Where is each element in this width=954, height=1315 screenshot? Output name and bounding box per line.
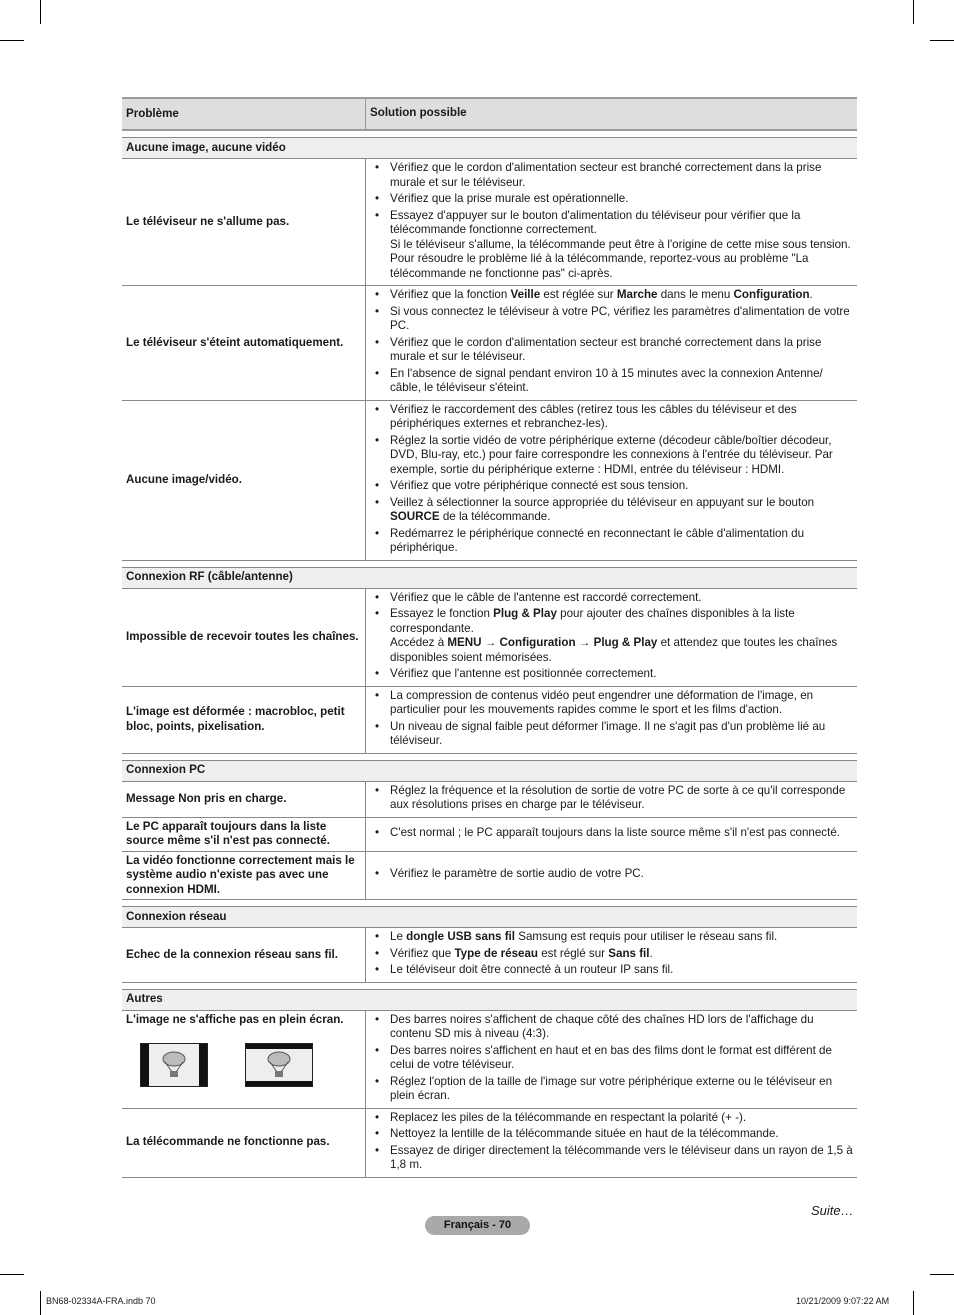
solution-cell <box>366 686 858 753</box>
solution-list <box>372 867 853 882</box>
crop-mark <box>40 0 41 24</box>
section-header <box>122 760 857 781</box>
solution-cell <box>366 1108 858 1177</box>
problem-text: Message Non pris en charge. <box>126 791 287 805</box>
solution-item: • Vérifiez que le câble de l'antenne est raccordé correctement. <box>372 591 853 606</box>
section-spacer <box>122 753 857 760</box>
solution-item: • Vérifiez que Type de réseau est réglé sur Sans fil. <box>372 947 853 962</box>
section-header <box>122 138 857 159</box>
solution-item: • Nettoyez la lentille de la télécommande située en haut de la télécommande. <box>372 1127 853 1142</box>
solution-cell <box>366 851 858 900</box>
section-title: Autres <box>122 989 857 1010</box>
crop-mark <box>913 1291 914 1315</box>
crop-mark <box>913 0 914 24</box>
troubleshooting-table <box>122 97 857 1178</box>
problem-cell <box>122 817 366 851</box>
solution-item: • Vérifiez que le cordon d'alimentation secteur est branché correctement dans la prise murale et sur le téléviseur. <box>372 161 853 190</box>
problem-text: La télécommande ne fonctionne pas. <box>126 1135 330 1149</box>
solution-cell <box>366 928 858 983</box>
table-row <box>122 159 857 286</box>
header-solution: Solution possible <box>366 98 858 130</box>
solution-item: • Réglez l'option de la taille de l'image sur votre périphérique externe ou le téléviseur en plein écran. <box>372 1075 853 1104</box>
solution-item: • Vérifiez que la prise murale est opérationnelle. <box>372 192 853 207</box>
solution-item: • Vérifiez que la fonction Veille est réglée sur Marche dans le menu Configuration. <box>372 288 853 303</box>
solution-item: • Redémarrez le périphérique connecté en reconnectant le câble d'alimentation du périphérique. <box>372 527 853 556</box>
solution-item: • Des barres noires s'affichent de chaque côté des chaînes HD lors de l'affichage du contenu SD mis à niveau (4:3). <box>372 1013 853 1042</box>
crop-mark <box>930 40 954 41</box>
section-header <box>122 989 857 1010</box>
solution-item: • Réglez la sortie vidéo de votre périphérique externe (décodeur câble/boîtier décodeur, DVD, Blu-ray, etc.) pour faire correspondre les connexions à l'entrée du téléviseur. Par exemple, sortie du périphérique externe : HDMI, entrée du téléviseur : HDMI. <box>372 434 853 478</box>
table-row <box>122 588 857 686</box>
problem-cell <box>122 588 366 686</box>
page-number-badge: Français - 70 <box>425 1216 530 1235</box>
solution-item: • Essayez de diriger directement la télécommande vers le téléviseur dans un rayon de 1,5 à 1,8 m. <box>372 1144 853 1173</box>
crop-mark <box>930 1274 954 1275</box>
problem-text: Le téléviseur ne s'allume pas. <box>126 214 290 228</box>
table-row <box>122 1010 857 1108</box>
section-title: Connexion réseau <box>122 907 857 928</box>
solution-cell <box>366 781 858 817</box>
problem-text: Impossible de recevoir toutes les chaînes. <box>126 629 359 643</box>
table-row <box>122 400 857 560</box>
table-row <box>122 286 857 401</box>
solution-list <box>372 784 853 813</box>
problem-cell <box>122 686 366 753</box>
solution-cell <box>366 1010 858 1108</box>
problem-cell <box>122 159 366 286</box>
problem-text: Aucune image/vidéo. <box>126 472 242 486</box>
solution-item: • Le téléviseur doit être connecté à un routeur IP sans fil. <box>372 963 853 978</box>
solution-item: • Si vous connectez le téléviseur à votre PC, vérifiez les paramètres d'alimentation de votre PC. <box>372 305 853 334</box>
table-row <box>122 928 857 983</box>
solution-item: • Vérifiez le raccordement des câbles (retirez tous les câbles du téléviseur et des périphériques externes et rebranchez-les). <box>372 403 853 432</box>
solution-list <box>372 1013 853 1104</box>
table-row <box>122 1108 857 1177</box>
solution-cell <box>366 400 858 560</box>
header-problem: Problème <box>122 98 366 130</box>
footer-file-info: BN68-02334A-FRA.indb 70 <box>46 1296 156 1306</box>
table-row <box>122 686 857 753</box>
solution-item: • Essayez d'appuyer sur le bouton d'alimentation du téléviseur pour vérifier que la télécommande fonctionne correctement. Si le téléviseur s'allume, la télécommande peut être à l'origine de cette mise sous tension. Pour résoudre le problème lié à la télécommande, reportez-vous au problème "La télécommande ne fonctionne pas" ci-après. <box>372 209 853 282</box>
section-title: Connexion PC <box>122 760 857 781</box>
table-row <box>122 817 857 851</box>
problem-cell <box>122 781 366 817</box>
solution-item: • Vérifiez que l'antenne est positionnée correctement. <box>372 667 853 682</box>
solution-item: • Vérifiez le paramètre de sortie audio de votre PC. <box>372 867 853 882</box>
problem-cell <box>122 928 366 983</box>
solution-list <box>372 161 853 281</box>
solution-item: • Essayez le fonction Plug & Play pour ajouter des chaînes disponibles à la liste correspondante. Accédez à MENU → Configuration → Plug & Play et attendez que toutes les chaînes disponibles soient mémorisées. <box>372 607 853 665</box>
section-spacer <box>122 130 857 138</box>
solution-item: • Un niveau de signal faible peut déformer l'image. Il ne s'agit pas d'un problème lié au téléviseur. <box>372 720 853 749</box>
table-header <box>122 98 857 130</box>
problem-text: L'image ne s'affiche pas en plein écran. <box>126 1012 344 1026</box>
section-header <box>122 567 857 588</box>
section-spacer <box>122 900 857 907</box>
solution-list <box>372 403 853 556</box>
problem-cell <box>122 286 366 401</box>
solution-item: • Replacez les piles de la télécommande en respectant la polarité (+ -). <box>372 1111 853 1126</box>
section-spacer <box>122 982 857 989</box>
solution-cell <box>366 588 858 686</box>
problem-text: Echec de la connexion réseau sans fil. <box>126 947 338 961</box>
problem-text: L'image est déformée : macrobloc, petit bloc, points, pixelisation. <box>126 705 345 733</box>
letterbox-illustration <box>245 1043 313 1087</box>
section-spacer <box>122 560 857 567</box>
table-row <box>122 851 857 900</box>
solution-item: • Le dongle USB sans fil Samsung est requis pour utiliser le réseau sans fil. <box>372 930 853 945</box>
solution-cell <box>366 159 858 286</box>
problem-cell <box>122 1108 366 1177</box>
footer-timestamp: 10/21/2009 9:07:22 AM <box>796 1296 890 1306</box>
solution-item: • En l'absence de signal pendant environ 10 à 15 minutes avec la connexion Antenne/ câble, le téléviseur s'éteint. <box>372 367 853 396</box>
problem-text: Le PC apparaît toujours dans la liste source même s'il n'est pas connecté. <box>126 819 330 847</box>
section-title: Connexion RF (câble/antenne) <box>122 567 857 588</box>
section-title: Aucune image, aucune vidéo <box>122 138 857 159</box>
solution-item: • Vérifiez que le cordon d'alimentation secteur est branché correctement dans la prise murale et sur le téléviseur. <box>372 336 853 365</box>
pillarbox-illustration <box>140 1043 208 1087</box>
solution-list <box>372 288 853 396</box>
solution-item: • Des barres noires s'affichent en haut et en bas des films dont le format est différent de celui de votre téléviseur. <box>372 1044 853 1073</box>
crop-mark <box>0 1274 24 1275</box>
table-row <box>122 781 857 817</box>
solution-list <box>372 591 853 682</box>
solution-cell <box>366 817 858 851</box>
section-header <box>122 907 857 928</box>
solution-list <box>372 826 853 841</box>
problem-cell <box>122 1010 366 1108</box>
solution-cell <box>366 286 858 401</box>
solution-item: • La compression de contenus vidéo peut engendrer une déformation de l'image, en particulier pour les mouvements rapides comme le sport et les films d'action. <box>372 689 853 718</box>
solution-item: • C'est normal ; le PC apparaît toujours dans la liste source même s'il n'est pas connecté. <box>372 826 853 841</box>
problem-cell <box>122 851 366 900</box>
crop-mark <box>40 1291 41 1315</box>
problem-text: Le téléviseur s'éteint automatiquement. <box>126 335 344 349</box>
solution-list <box>372 689 853 749</box>
solution-list <box>372 1111 853 1173</box>
solution-item: • Vérifiez que votre périphérique connecté est sous tension. <box>372 479 853 494</box>
continued-label: Suite… <box>811 1203 854 1218</box>
solution-item: • Réglez la fréquence et la résolution de sortie de votre PC de sorte à ce qu'il corresponde aux résolutions prises en charge par le téléviseur. <box>372 784 853 813</box>
solution-item: • Veillez à sélectionner la source appropriée du téléviseur en appuyant sur le bouton SOURCE de la télécommande. <box>372 496 853 525</box>
screen-format-illustrations <box>126 1043 361 1087</box>
crop-mark <box>0 40 24 41</box>
problem-text: La vidéo fonctionne correctement mais le système audio n'existe pas avec une connexion HDMI. <box>126 853 355 896</box>
solution-list <box>372 930 853 978</box>
problem-cell <box>122 400 366 560</box>
